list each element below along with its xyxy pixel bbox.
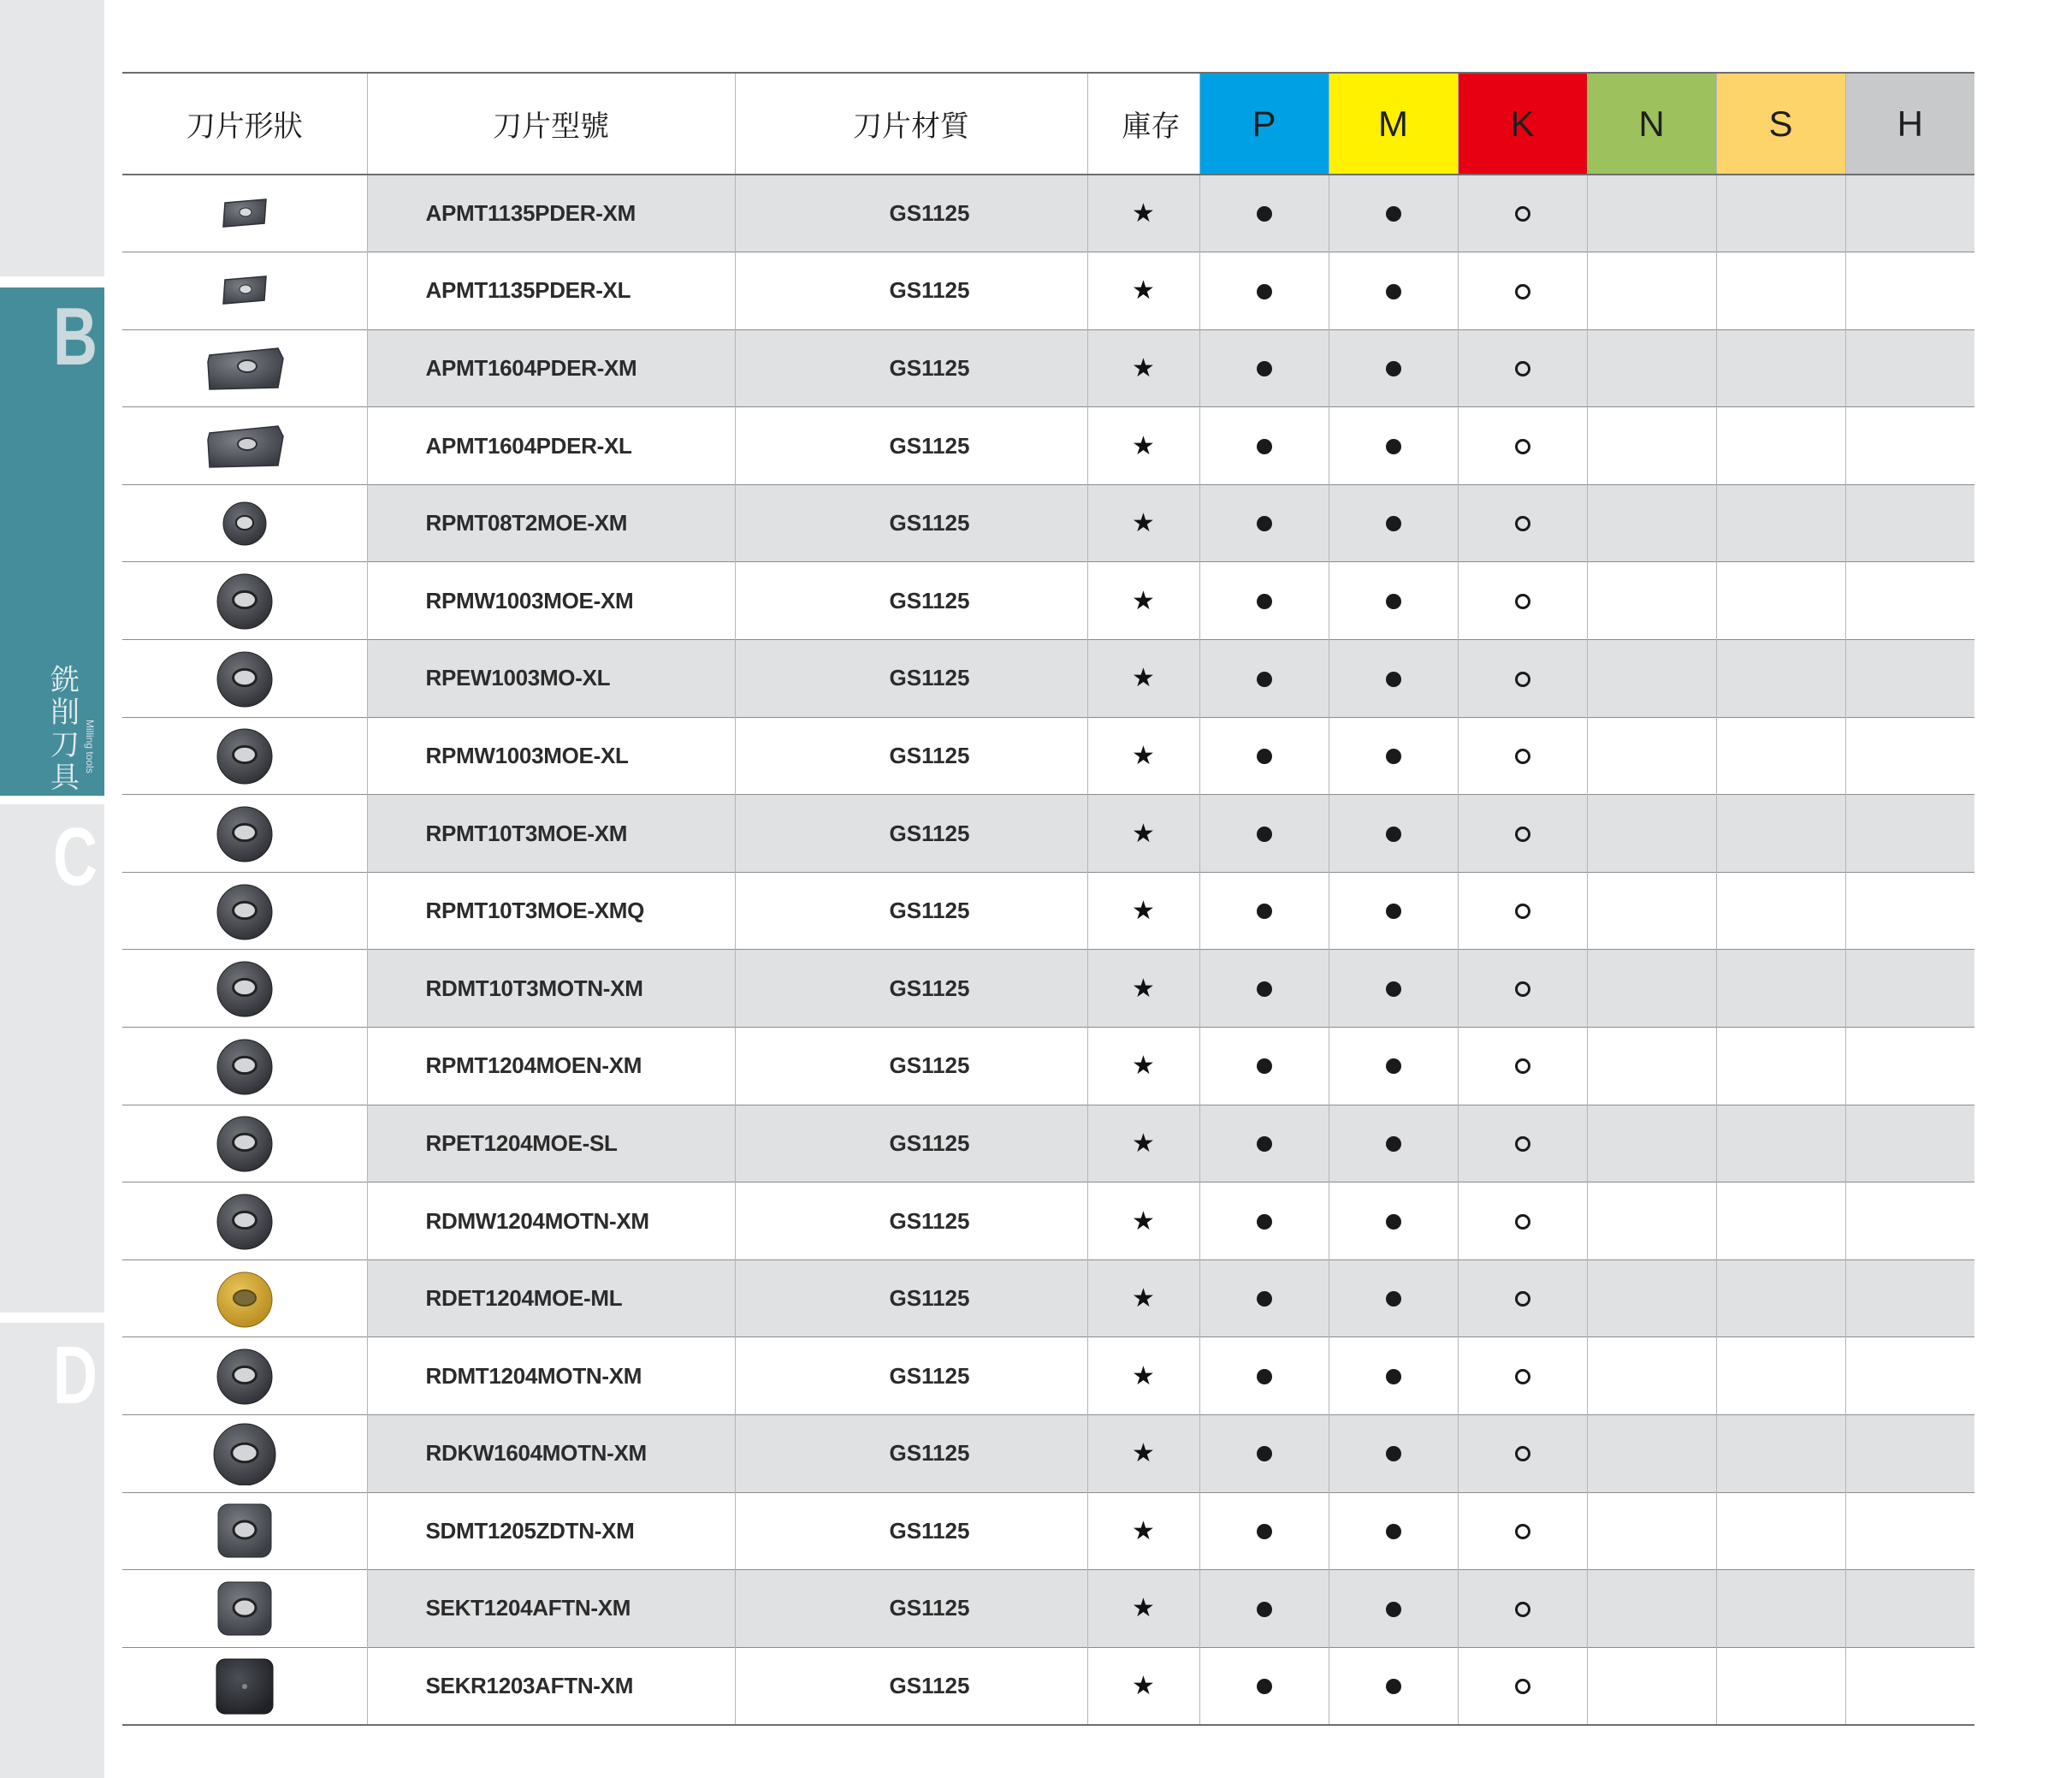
table-row xyxy=(122,640,1974,718)
material-s-cell xyxy=(1716,562,1845,640)
material-n-cell xyxy=(1587,1182,1716,1260)
material-p-recommended-icon xyxy=(1199,950,1329,1028)
stock-star-icon: ★ xyxy=(1087,1259,1199,1337)
insert-model: SEKT1204AFTN-XM xyxy=(367,1570,735,1648)
material-m-recommended-icon xyxy=(1329,795,1458,873)
material-p-recommended-icon xyxy=(1199,1259,1329,1337)
material-s-cell xyxy=(1716,1182,1845,1260)
material-p-recommended-icon xyxy=(1199,1182,1329,1260)
stock-star-icon: ★ xyxy=(1087,252,1199,330)
material-n-cell xyxy=(1587,484,1716,562)
insert-shape-icon xyxy=(122,562,367,640)
material-h-cell xyxy=(1845,252,1974,330)
insert-grade: GS1125 xyxy=(735,1105,1087,1182)
material-n-cell xyxy=(1587,175,1716,252)
insert-grade: GS1125 xyxy=(735,640,1087,718)
material-k-suitable-icon xyxy=(1458,1105,1587,1182)
tab-letter: B xyxy=(53,291,98,382)
stock-star-icon: ★ xyxy=(1087,1182,1199,1260)
material-k-suitable-icon xyxy=(1458,252,1587,330)
material-m-recommended-icon xyxy=(1329,872,1458,950)
material-m-recommended-icon xyxy=(1329,1647,1458,1725)
stock-star-icon: ★ xyxy=(1087,329,1199,407)
material-n-cell xyxy=(1587,1028,1716,1105)
material-h-cell xyxy=(1845,1492,1974,1570)
insert-model: APMT1604PDER-XM xyxy=(367,329,735,407)
material-m-recommended-icon xyxy=(1329,1182,1458,1260)
side-tab-a[interactable] xyxy=(0,0,104,276)
stock-star-icon: ★ xyxy=(1087,717,1199,795)
insert-model: RDMT1204MOTN-XM xyxy=(367,1337,735,1415)
header-model: 刀片型號 xyxy=(367,73,735,175)
table-row xyxy=(122,407,1974,485)
insert-grade: GS1125 xyxy=(735,1182,1087,1260)
material-n-cell xyxy=(1587,1570,1716,1648)
header-stock: 庫存 xyxy=(1087,73,1199,175)
table-row xyxy=(122,1105,1974,1182)
table-row xyxy=(122,950,1974,1028)
material-p-recommended-icon xyxy=(1199,795,1329,873)
material-s-cell xyxy=(1716,717,1845,795)
material-k-suitable-icon xyxy=(1458,950,1587,1028)
material-k-suitable-icon xyxy=(1458,1570,1587,1648)
material-p-recommended-icon xyxy=(1199,1028,1329,1105)
table-row xyxy=(122,717,1974,795)
material-h-cell xyxy=(1845,1570,1974,1648)
header-grade: 刀片材質 xyxy=(735,73,1087,175)
material-p-recommended-icon xyxy=(1199,1105,1329,1182)
insert-grade: GS1125 xyxy=(735,407,1087,485)
table-row xyxy=(122,1028,1974,1105)
material-n-cell xyxy=(1587,1259,1716,1337)
insert-model: RPMT10T3MOE-XM xyxy=(367,795,735,873)
material-m-recommended-icon xyxy=(1329,1415,1458,1493)
material-n-cell xyxy=(1587,1105,1716,1182)
material-h-cell xyxy=(1845,407,1974,485)
stock-star-icon: ★ xyxy=(1087,562,1199,640)
material-p-recommended-icon xyxy=(1199,1570,1329,1648)
insert-model: RPEW1003MO-XL xyxy=(367,640,735,718)
material-m-recommended-icon xyxy=(1329,950,1458,1028)
material-k-suitable-icon xyxy=(1458,484,1587,562)
insert-model: RPET1204MOE-SL xyxy=(367,1105,735,1182)
material-m-recommended-icon xyxy=(1329,1337,1458,1415)
stock-star-icon: ★ xyxy=(1087,1570,1199,1648)
material-h-cell xyxy=(1845,1182,1974,1260)
table-row xyxy=(122,329,1974,407)
label-char: 具 xyxy=(50,761,80,795)
insert-model: RPMW1003MOE-XM xyxy=(367,562,735,640)
material-k-suitable-icon xyxy=(1458,1415,1587,1493)
insert-shape-icon xyxy=(122,484,367,562)
material-s-cell xyxy=(1716,1028,1845,1105)
material-k-suitable-icon xyxy=(1458,407,1587,485)
insert-grade: GS1125 xyxy=(735,252,1087,330)
table-body xyxy=(122,175,1974,1725)
material-h-cell xyxy=(1845,872,1974,950)
table-row xyxy=(122,484,1974,562)
insert-shape-icon xyxy=(122,329,367,407)
material-k-suitable-icon xyxy=(1458,1182,1587,1260)
table-row xyxy=(122,1182,1974,1260)
header-material-n: N xyxy=(1587,73,1716,175)
material-h-cell xyxy=(1845,717,1974,795)
material-p-recommended-icon xyxy=(1199,252,1329,330)
table-row xyxy=(122,1492,1974,1570)
insert-model: RPMT1204MOEN-XM xyxy=(367,1028,735,1105)
stock-star-icon: ★ xyxy=(1087,407,1199,485)
insert-shape-icon xyxy=(122,795,367,873)
table-row xyxy=(122,252,1974,330)
material-k-suitable-icon xyxy=(1458,175,1587,252)
material-h-cell xyxy=(1845,1337,1974,1415)
material-p-recommended-icon xyxy=(1199,1492,1329,1570)
insert-grade: GS1125 xyxy=(735,872,1087,950)
insert-grade: GS1125 xyxy=(735,1492,1087,1570)
stock-star-icon: ★ xyxy=(1087,872,1199,950)
header-material-s: S xyxy=(1716,73,1845,175)
tab-letter: D xyxy=(53,1330,98,1421)
material-n-cell xyxy=(1587,1337,1716,1415)
material-n-cell xyxy=(1587,795,1716,873)
material-m-recommended-icon xyxy=(1329,484,1458,562)
section-label-cn xyxy=(48,664,82,794)
insert-shape-icon xyxy=(122,1337,367,1415)
material-h-cell xyxy=(1845,1647,1974,1725)
material-h-cell xyxy=(1845,950,1974,1028)
material-k-suitable-icon xyxy=(1458,717,1587,795)
stock-star-icon: ★ xyxy=(1087,1028,1199,1105)
table-row xyxy=(122,1337,1974,1415)
tab-letter: C xyxy=(53,811,98,903)
stock-star-icon: ★ xyxy=(1087,950,1199,1028)
material-s-cell xyxy=(1716,1492,1845,1570)
material-s-cell xyxy=(1716,1105,1845,1182)
insert-model: SEKR1203AFTN-XM xyxy=(367,1647,735,1725)
material-h-cell xyxy=(1845,1028,1974,1105)
insert-grade: GS1125 xyxy=(735,795,1087,873)
header-row xyxy=(122,73,1974,175)
material-p-recommended-icon xyxy=(1199,407,1329,485)
insert-grade: GS1125 xyxy=(735,329,1087,407)
insert-grade: GS1125 xyxy=(735,175,1087,252)
material-k-suitable-icon xyxy=(1458,640,1587,718)
table-row xyxy=(122,175,1974,252)
insert-shape-icon xyxy=(122,872,367,950)
material-m-recommended-icon xyxy=(1329,1028,1458,1105)
material-s-cell xyxy=(1716,872,1845,950)
stock-star-icon: ★ xyxy=(1087,1337,1199,1415)
insert-shape-icon xyxy=(122,717,367,795)
insert-grade: GS1125 xyxy=(735,484,1087,562)
insert-model: APMT1135PDER-XM xyxy=(367,175,735,252)
table-row xyxy=(122,1647,1974,1725)
insert-shape-icon xyxy=(122,252,367,330)
insert-grade: GS1125 xyxy=(735,1259,1087,1337)
stock-star-icon: ★ xyxy=(1087,1492,1199,1570)
insert-model: APMT1135PDER-XL xyxy=(367,252,735,330)
stock-star-icon: ★ xyxy=(1087,484,1199,562)
insert-model: RPMT10T3MOE-XMQ xyxy=(367,872,735,950)
material-h-cell xyxy=(1845,175,1974,252)
material-s-cell xyxy=(1716,1337,1845,1415)
stock-star-icon: ★ xyxy=(1087,175,1199,252)
insert-shape-icon xyxy=(122,1492,367,1570)
material-m-recommended-icon xyxy=(1329,562,1458,640)
material-n-cell xyxy=(1587,1492,1716,1570)
material-s-cell xyxy=(1716,1647,1845,1725)
header-material-k: K xyxy=(1458,73,1587,175)
insert-grade: GS1125 xyxy=(735,1337,1087,1415)
material-m-recommended-icon xyxy=(1329,717,1458,795)
insert-grade: GS1125 xyxy=(735,717,1087,795)
material-p-recommended-icon xyxy=(1199,329,1329,407)
material-n-cell xyxy=(1587,329,1716,407)
side-tab-b[interactable] xyxy=(0,287,104,796)
material-k-suitable-icon xyxy=(1458,1647,1587,1725)
stock-star-icon: ★ xyxy=(1087,1647,1199,1725)
stock-star-icon: ★ xyxy=(1087,1105,1199,1182)
material-m-recommended-icon xyxy=(1329,407,1458,485)
material-p-recommended-icon xyxy=(1199,175,1329,252)
material-h-cell xyxy=(1845,329,1974,407)
header-material-m: M xyxy=(1329,73,1458,175)
material-k-suitable-icon xyxy=(1458,872,1587,950)
material-n-cell xyxy=(1587,1647,1716,1725)
material-h-cell xyxy=(1845,1105,1974,1182)
insert-grade: GS1125 xyxy=(735,950,1087,1028)
material-n-cell xyxy=(1587,407,1716,485)
side-tab-d[interactable] xyxy=(0,1323,104,1778)
material-n-cell xyxy=(1587,872,1716,950)
material-k-suitable-icon xyxy=(1458,1337,1587,1415)
insert-shape-icon xyxy=(122,950,367,1028)
material-p-recommended-icon xyxy=(1199,1337,1329,1415)
material-n-cell xyxy=(1587,562,1716,640)
insert-model: RDET1204MOE-ML xyxy=(367,1259,735,1337)
insert-model: RDMT10T3MOTN-XM xyxy=(367,950,735,1028)
material-s-cell xyxy=(1716,329,1845,407)
label-char: 銑 xyxy=(50,663,80,697)
insert-shape-icon xyxy=(122,1570,367,1648)
material-s-cell xyxy=(1716,484,1845,562)
material-n-cell xyxy=(1587,1415,1716,1493)
material-n-cell xyxy=(1587,950,1716,1028)
material-m-recommended-icon xyxy=(1329,640,1458,718)
material-m-recommended-icon xyxy=(1329,1570,1458,1648)
material-s-cell xyxy=(1716,950,1845,1028)
material-k-suitable-icon xyxy=(1458,329,1587,407)
material-m-recommended-icon xyxy=(1329,1259,1458,1337)
material-k-suitable-icon xyxy=(1458,562,1587,640)
material-s-cell xyxy=(1716,175,1845,252)
stock-star-icon: ★ xyxy=(1087,1415,1199,1493)
table-row xyxy=(122,1570,1974,1648)
material-p-recommended-icon xyxy=(1199,717,1329,795)
section-label-en: Milling tools xyxy=(84,720,96,773)
material-p-recommended-icon xyxy=(1199,484,1329,562)
insert-model: APMT1604PDER-XL xyxy=(367,407,735,485)
material-h-cell xyxy=(1845,795,1974,873)
header-shape: 刀片形狀 xyxy=(122,73,367,175)
insert-shape-icon xyxy=(122,175,367,252)
insert-grade: GS1125 xyxy=(735,1415,1087,1493)
label-char: 削 xyxy=(50,696,80,730)
side-tab-c[interactable] xyxy=(0,804,104,1313)
material-s-cell xyxy=(1716,795,1845,873)
material-m-recommended-icon xyxy=(1329,1105,1458,1182)
material-n-cell xyxy=(1587,252,1716,330)
insert-shape-icon xyxy=(122,640,367,718)
material-s-cell xyxy=(1716,1570,1845,1648)
insert-grade: GS1125 xyxy=(735,1647,1087,1725)
insert-shape-icon xyxy=(122,1028,367,1105)
insert-grade: GS1125 xyxy=(735,1028,1087,1105)
material-s-cell xyxy=(1716,252,1845,330)
insert-shape-icon xyxy=(122,1105,367,1182)
material-p-recommended-icon xyxy=(1199,872,1329,950)
insert-shape-icon xyxy=(122,1415,367,1493)
insert-model: RPMW1003MOE-XL xyxy=(367,717,735,795)
label-char: 刀 xyxy=(50,728,80,762)
insert-table xyxy=(122,72,1974,1726)
insert-model: RPMT08T2MOE-XM xyxy=(367,484,735,562)
insert-model: SDMT1205ZDTN-XM xyxy=(367,1492,735,1570)
material-h-cell xyxy=(1845,484,1974,562)
material-s-cell xyxy=(1716,640,1845,718)
material-s-cell xyxy=(1716,1415,1845,1493)
material-n-cell xyxy=(1587,717,1716,795)
material-m-recommended-icon xyxy=(1329,329,1458,407)
material-s-cell xyxy=(1716,1259,1845,1337)
insert-shape-icon xyxy=(122,1647,367,1725)
table-row xyxy=(122,1415,1974,1493)
material-k-suitable-icon xyxy=(1458,795,1587,873)
material-h-cell xyxy=(1845,1259,1974,1337)
material-k-suitable-icon xyxy=(1458,1492,1587,1570)
material-p-recommended-icon xyxy=(1199,1415,1329,1493)
insert-model: RDMW1204MOTN-XM xyxy=(367,1182,735,1260)
table-row xyxy=(122,562,1974,640)
material-h-cell xyxy=(1845,562,1974,640)
table-row xyxy=(122,795,1974,873)
material-m-recommended-icon xyxy=(1329,252,1458,330)
stock-star-icon: ★ xyxy=(1087,795,1199,873)
material-m-recommended-icon xyxy=(1329,1492,1458,1570)
insert-shape-icon xyxy=(122,407,367,485)
table-row xyxy=(122,1259,1974,1337)
material-p-recommended-icon xyxy=(1199,562,1329,640)
material-n-cell xyxy=(1587,640,1716,718)
header-material-p: P xyxy=(1199,73,1329,175)
header-material-h: H xyxy=(1845,73,1974,175)
material-h-cell xyxy=(1845,640,1974,718)
insert-shape-icon xyxy=(122,1259,367,1337)
material-s-cell xyxy=(1716,407,1845,485)
table-row xyxy=(122,872,1974,950)
material-m-recommended-icon xyxy=(1329,175,1458,252)
material-k-suitable-icon xyxy=(1458,1259,1587,1337)
material-p-recommended-icon xyxy=(1199,640,1329,718)
insert-shape-icon xyxy=(122,1182,367,1260)
insert-grade: GS1125 xyxy=(735,1570,1087,1648)
insert-model: RDKW1604MOTN-XM xyxy=(367,1415,735,1493)
stock-star-icon: ★ xyxy=(1087,640,1199,718)
material-h-cell xyxy=(1845,1415,1974,1493)
material-k-suitable-icon xyxy=(1458,1028,1587,1105)
insert-grade: GS1125 xyxy=(735,562,1087,640)
material-p-recommended-icon xyxy=(1199,1647,1329,1725)
